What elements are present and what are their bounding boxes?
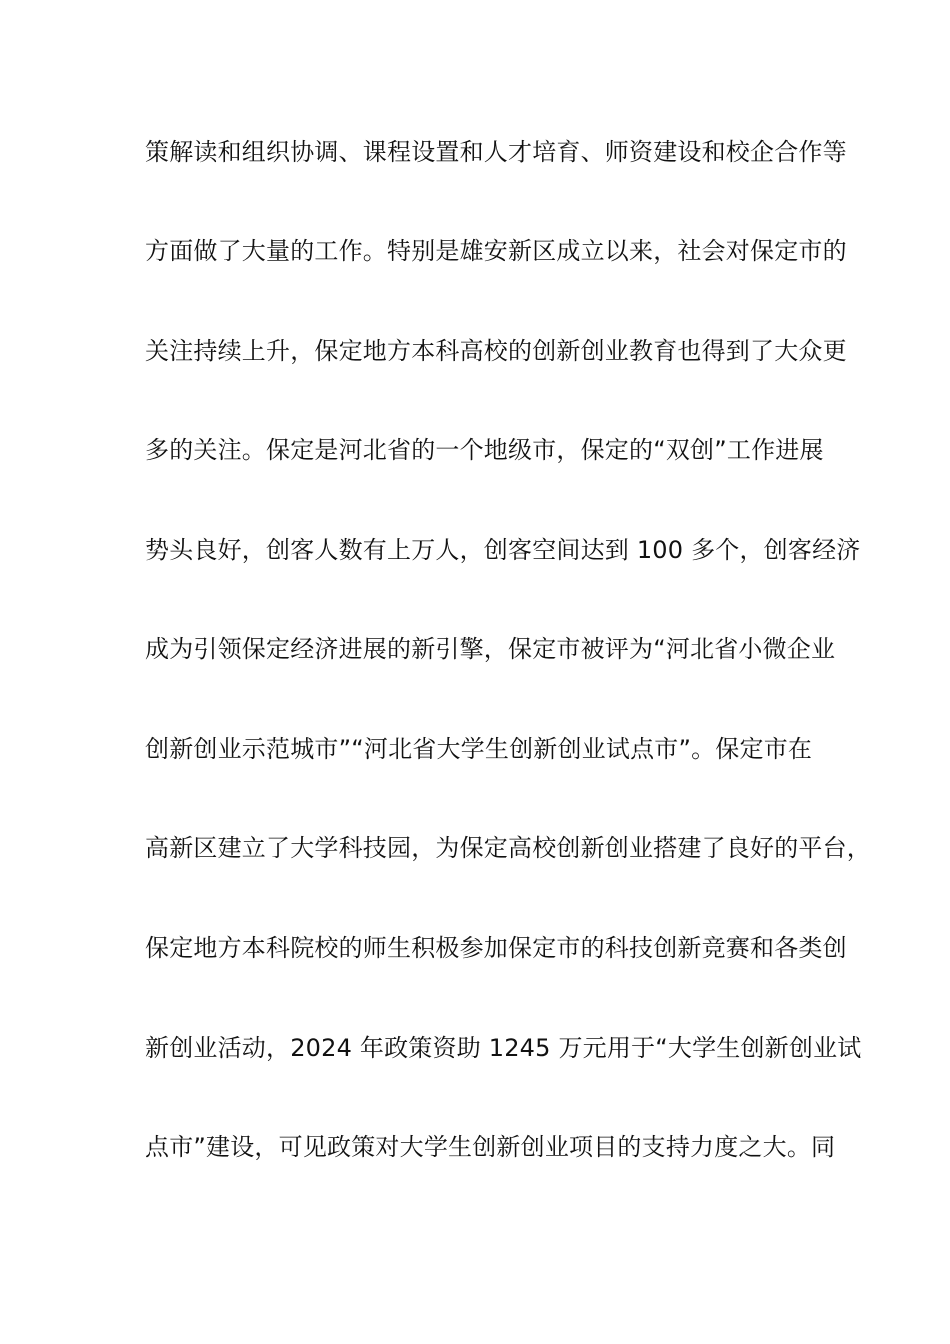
paragraph-line: 多的关注。保定是河北省的一个地级市，保定的“双创”工作进展	[145, 436, 824, 464]
paragraph-line: 新创业活动，2024 年政策资助 1245 万元用于“大学生创新创业试	[145, 1034, 862, 1062]
paragraph-line: 策解读和组织协调、课程设置和人才培育、师资建设和校企合作等	[145, 138, 847, 166]
paragraph-line: 点市”建设，可见政策对大学生创新创业项目的支持力度之大。同	[145, 1133, 836, 1161]
paragraph-line: 保定地方本科院校的师生积极参加保定市的科技创新竞赛和各类创	[145, 934, 847, 962]
paragraph-line: 势头良好，创客人数有上万人，创客空间达到 100 多个，创客经济	[145, 536, 861, 564]
paragraph-line: 高新区建立了大学科技园，为保定高校创新创业搭建了良好的平台，	[145, 834, 871, 862]
paragraph-line: 方面做了大量的工作。特别是雄安新区成立以来，社会对保定市的	[145, 237, 847, 265]
paragraph-line: 关注持续上升，保定地方本科高校的创新创业教育也得到了大众更	[145, 337, 847, 365]
paragraph-line: 成为引领保定经济进展的新引擎，保定市被评为“河北省小微企业	[145, 635, 836, 663]
paragraph-line: 创新创业示范城市”“河北省大学生创新创业试点市”。保定市在	[145, 735, 813, 763]
